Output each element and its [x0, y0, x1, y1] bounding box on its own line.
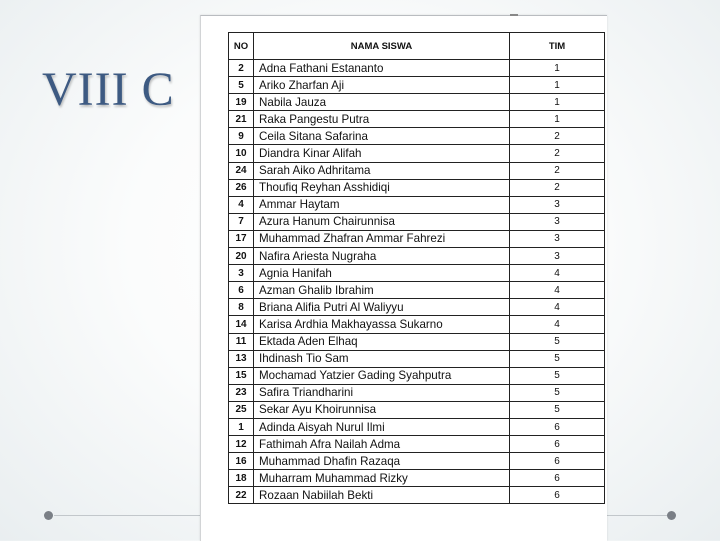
table-row — [229, 162, 605, 179]
cell-tim: 1 — [510, 60, 605, 77]
cell-no: 22 — [229, 487, 254, 504]
cell-no: 25 — [229, 401, 254, 418]
header-tim: TIM — [510, 33, 605, 60]
divider-line-right — [606, 515, 667, 516]
table-row — [229, 299, 605, 316]
document-page — [200, 15, 607, 541]
cell-tim: 4 — [510, 282, 605, 299]
cell-name: Fathimah Afra Nailah Adma — [254, 436, 510, 453]
cell-tim: 4 — [510, 265, 605, 282]
cell-name: Agnia Hanifah — [254, 265, 510, 282]
cell-tim: 6 — [510, 418, 605, 435]
table-row — [229, 316, 605, 333]
cell-tim: 6 — [510, 436, 605, 453]
slide-title: VIII C — [42, 63, 175, 116]
cell-no: 12 — [229, 436, 254, 453]
cell-no: 1 — [229, 418, 254, 435]
cell-name: Ihdinash Tio Sam — [254, 350, 510, 367]
cell-name: Adinda Aisyah Nurul Ilmi — [254, 418, 510, 435]
cell-tim: 3 — [510, 230, 605, 247]
cell-name: Raka Pangestu Putra — [254, 111, 510, 128]
table-row — [229, 470, 605, 487]
cell-name: Briana Alifia Putri Al Waliyyu — [254, 299, 510, 316]
cell-no: 15 — [229, 367, 254, 384]
cell-tim: 5 — [510, 384, 605, 401]
cell-name: Thoufiq Reyhan Asshidiqi — [254, 179, 510, 196]
table-row — [229, 487, 605, 504]
cell-no: 23 — [229, 384, 254, 401]
cell-no: 6 — [229, 282, 254, 299]
divider-line-left — [54, 515, 200, 516]
cell-no: 19 — [229, 94, 254, 111]
cell-name: Azura Hanum Chairunnisa — [254, 213, 510, 230]
cell-no: 21 — [229, 111, 254, 128]
cell-no: 18 — [229, 470, 254, 487]
cell-tim: 2 — [510, 162, 605, 179]
cell-no: 8 — [229, 299, 254, 316]
cell-no: 11 — [229, 333, 254, 350]
page-mark — [510, 14, 518, 16]
table-row — [229, 145, 605, 162]
cell-name: Rozaan Nabiilah Bekti — [254, 487, 510, 504]
cell-tim: 1 — [510, 77, 605, 94]
cell-no: 14 — [229, 316, 254, 333]
cell-name: Muhammad Zhafran Ammar Fahrezi — [254, 230, 510, 247]
table-row — [229, 60, 605, 77]
cell-tim: 4 — [510, 316, 605, 333]
cell-no: 24 — [229, 162, 254, 179]
cell-tim: 3 — [510, 248, 605, 265]
table-row — [229, 179, 605, 196]
cell-tim: 5 — [510, 367, 605, 384]
cell-name: Ammar Haytam — [254, 196, 510, 213]
cell-name: Azman Ghalib Ibrahim — [254, 282, 510, 299]
table-row — [229, 94, 605, 111]
cell-name: Safira Triandharini — [254, 384, 510, 401]
cell-tim: 6 — [510, 470, 605, 487]
table-row — [229, 128, 605, 145]
cell-tim: 6 — [510, 453, 605, 470]
table-row — [229, 265, 605, 282]
cell-name: Ektada Aden Elhaq — [254, 333, 510, 350]
cell-no: 16 — [229, 453, 254, 470]
cell-tim: 5 — [510, 401, 605, 418]
cell-no: 17 — [229, 230, 254, 247]
cell-tim: 5 — [510, 350, 605, 367]
cell-name: Sarah Aiko Adhritama — [254, 162, 510, 179]
cell-name: Adna Fathani Estananto — [254, 60, 510, 77]
table-row — [229, 230, 605, 247]
table-row — [229, 333, 605, 350]
cell-name: Karisa Ardhia Makhayassa Sukarno — [254, 316, 510, 333]
header-no: NO — [229, 33, 254, 60]
cell-tim: 2 — [510, 179, 605, 196]
cell-name: Diandra Kinar Alifah — [254, 145, 510, 162]
cell-no: 20 — [229, 248, 254, 265]
cell-no: 5 — [229, 77, 254, 94]
cell-no: 13 — [229, 350, 254, 367]
cell-name: Ceila Sitana Safarina — [254, 128, 510, 145]
bullet-dot-left — [44, 511, 53, 520]
table-row — [229, 436, 605, 453]
cell-name: Ariko Zharfan Aji — [254, 77, 510, 94]
table-row — [229, 111, 605, 128]
table-row — [229, 196, 605, 213]
cell-tim: 4 — [510, 299, 605, 316]
cell-no: 7 — [229, 213, 254, 230]
cell-no: 3 — [229, 265, 254, 282]
table-row — [229, 282, 605, 299]
cell-tim: 3 — [510, 213, 605, 230]
table-row — [229, 367, 605, 384]
table-row — [229, 384, 605, 401]
cell-tim: 1 — [510, 111, 605, 128]
table-row — [229, 401, 605, 418]
cell-tim: 2 — [510, 128, 605, 145]
cell-no: 9 — [229, 128, 254, 145]
bullet-dot-right — [667, 511, 676, 520]
cell-no: 4 — [229, 196, 254, 213]
student-team-table — [228, 32, 605, 504]
cell-name: Sekar Ayu Khoirunnisa — [254, 401, 510, 418]
cell-name: Nabila Jauza — [254, 94, 510, 111]
table-row — [229, 418, 605, 435]
cell-tim: 3 — [510, 196, 605, 213]
cell-name: Muharram Muhammad Rizky — [254, 470, 510, 487]
cell-no: 10 — [229, 145, 254, 162]
cell-name: Muhammad Dhafin Razaqa — [254, 453, 510, 470]
cell-no: 26 — [229, 179, 254, 196]
cell-name: Nafira Ariesta Nugraha — [254, 248, 510, 265]
table-row — [229, 453, 605, 470]
cell-tim: 1 — [510, 94, 605, 111]
cell-tim: 5 — [510, 333, 605, 350]
table-row — [229, 77, 605, 94]
cell-name: Mochamad Yatzier Gading Syahputra — [254, 367, 510, 384]
cell-no: 2 — [229, 60, 254, 77]
table-row — [229, 350, 605, 367]
table-header-row — [229, 33, 605, 60]
table-body — [229, 60, 605, 504]
table-row — [229, 213, 605, 230]
table-row — [229, 248, 605, 265]
cell-tim: 2 — [510, 145, 605, 162]
cell-tim: 6 — [510, 487, 605, 504]
header-name: NAMA SISWA — [254, 33, 510, 60]
